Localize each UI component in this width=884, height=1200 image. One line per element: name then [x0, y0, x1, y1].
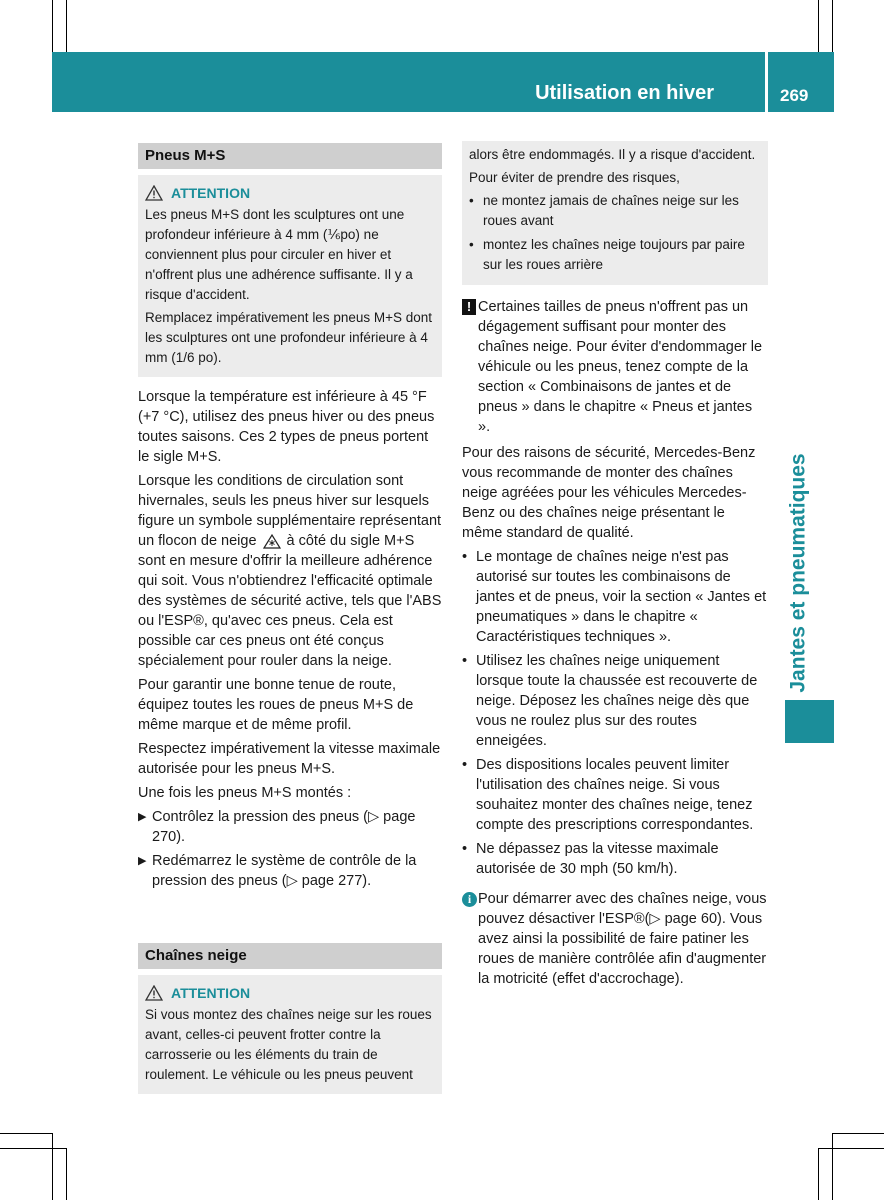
- arrow-bullet-icon: ▶: [138, 855, 147, 867]
- list-item: • Ne dépassez pas la vitesse maximale autorisée de 30 mph (50 km/h).: [462, 841, 719, 877]
- paragraph: Une fois les pneus M+S montés :: [138, 785, 352, 801]
- page-number: 269: [780, 86, 809, 105]
- step-item: ▶ Redémarrez le système de contrôle de la pression des pneus (▷ page 277).: [138, 853, 417, 889]
- crop-mark: [66, 1148, 67, 1200]
- warning-box: [138, 975, 442, 1094]
- crop-mark: [832, 1133, 884, 1134]
- exclamation-icon: !: [462, 299, 476, 315]
- step-item: ▶ Contrôlez la pression des pneus (▷ page 270).: [138, 809, 416, 845]
- crop-mark: [818, 0, 819, 52]
- crop-mark: [818, 1148, 884, 1149]
- side-chapter-tab: [785, 700, 834, 743]
- chapter-title: Utilisation en hiver: [535, 82, 714, 104]
- warning-text: Si vous montez des chaînes neige sur les roues avant, celles-ci peuvent frotter contre la carrosserie ou les éléments du train de roulement. Le véhicule ou les pneus peuvent: [145, 1007, 432, 1082]
- warning-text: Les pneus M+S dont les sculptures ont une profondeur inférieure à 4 mm (⅙po) ne conviennent plus pour circuler en hiver et n'offrent plus une adhérence suffisante. Il y a risque d'accident.: [145, 207, 413, 302]
- list-item: • Des dispositions locales peuvent limiter l'utilisation des chaînes neige. Si vous souhaitez monter des chaînes neige, tenez compte des prescriptions correspondantes.: [462, 757, 754, 833]
- info-note: i Pour démarrer avec des chaînes neige, vous pouvez désactiver l'ESP®(▷ page 60). Vous avez ainsi la possibilité de faire patiner les roues de manière contrôlée afin d'augmenter la motricité (effet d'accrochage).: [462, 889, 768, 989]
- paragraph: Pour des raisons de sécurité, Mercedes-Benz vous recommande de monter des chaînes neige agréées pour les véhicules Mercedes-Benz ou des chaînes neige présentant le même standard de qualité.: [462, 445, 756, 541]
- page-header: [52, 52, 834, 112]
- warning-title: ATTENTION: [145, 183, 434, 203]
- side-chapter-text: Jantes et pneumatiques: [787, 452, 811, 693]
- warning-triangle-icon: [145, 985, 163, 1001]
- paragraph: Respectez impérativement la vitesse maximale autorisée pour les pneus M+S.: [138, 741, 441, 777]
- left-column-section2: [138, 943, 442, 1094]
- snowflake-mountain-icon: [263, 533, 281, 549]
- warning-text: Remplacez impérativement les pneus M+S dont les sculptures ont une profondeur inférieure à 4 mm (1/6 po).: [145, 310, 433, 365]
- crop-mark: [66, 0, 67, 52]
- arrow-bullet-icon: ▶: [138, 811, 147, 823]
- side-chapter-label: [774, 450, 824, 695]
- warning-text: alors être endommagés. Il y a risque d'accident.: [469, 147, 756, 162]
- info-icon: i: [462, 892, 477, 907]
- warning-bullet: • montez les chaînes neige toujours par paire sur les roues arrière: [469, 237, 745, 272]
- caution-note: ! Certaines tailles de pneus n'offrent pas un dégagement suffisant pour monter des chaînes neige. Pour éviter d'endommager le véhicule ou les pneus, tenez compte de la section « Combinaisons de jantes et de pneus » dans le chapitre « Pneus et jantes ».: [462, 297, 768, 437]
- warning-title: ATTENTION: [145, 983, 434, 1003]
- crop-mark: [52, 0, 53, 52]
- crop-mark: [818, 1148, 819, 1200]
- crop-mark: [0, 1133, 52, 1134]
- header-divider: [765, 52, 768, 112]
- left-column: [138, 143, 442, 895]
- right-column: [462, 141, 768, 995]
- crop-mark: [52, 1133, 53, 1200]
- warning-bullet: • ne montez jamais de chaînes neige sur les roues avant: [469, 193, 739, 228]
- section-heading-chaines: Chaînes neige: [138, 943, 442, 969]
- list-item: • Le montage de chaînes neige n'est pas autorisé sur toutes les combinaisons de jantes et de pneus, voir la section « Jantes et pneumatiques » dans le chapitre « Caractéristiques techniques ».: [462, 549, 767, 645]
- crop-mark: [0, 1148, 66, 1149]
- warning-triangle-icon: [145, 185, 163, 201]
- warning-text: Pour éviter de prendre des risques,: [469, 170, 680, 185]
- paragraph: Pour garantir une bonne tenue de route, équipez toutes les roues de pneus M+S de même marque et de même profil.: [138, 677, 414, 733]
- warning-box-continued: [462, 141, 768, 285]
- crop-mark: [832, 0, 833, 52]
- crop-mark: [832, 1133, 833, 1200]
- paragraph: Lorsque les conditions de circulation sont hivernales, seuls les pneus hiver sur lesquels figure un symbole supplémentaire représentant un flocon de neige à côté du sigle M+S sont en mesure d'offrir la meilleure adhérence qui soit. Vous n'obtiendrez l'efficacité optimale des systèmes de sécurité active, tels que l'ABS ou l'ESP®, qu'avec ces pneus. Cela est possible car ces pneus ont été conçus spécialement pour rouler dans la neige.: [138, 473, 442, 669]
- list-item: • Utilisez les chaînes neige uniquement lorsque toute la chaussée est recouverte de neige. Déposez les chaînes neige dès que vous ne roulez plus sur des routes enneigées.: [462, 653, 758, 749]
- warning-box: [138, 175, 442, 377]
- paragraph: Lorsque la température est inférieure à 45 °F (+7 °C), utilisez des pneus hiver ou des pneus toutes saisons. Ces 2 types de pneus portent le sigle M+S.: [138, 389, 435, 465]
- section-heading-pneus: Pneus M+S: [138, 143, 442, 169]
